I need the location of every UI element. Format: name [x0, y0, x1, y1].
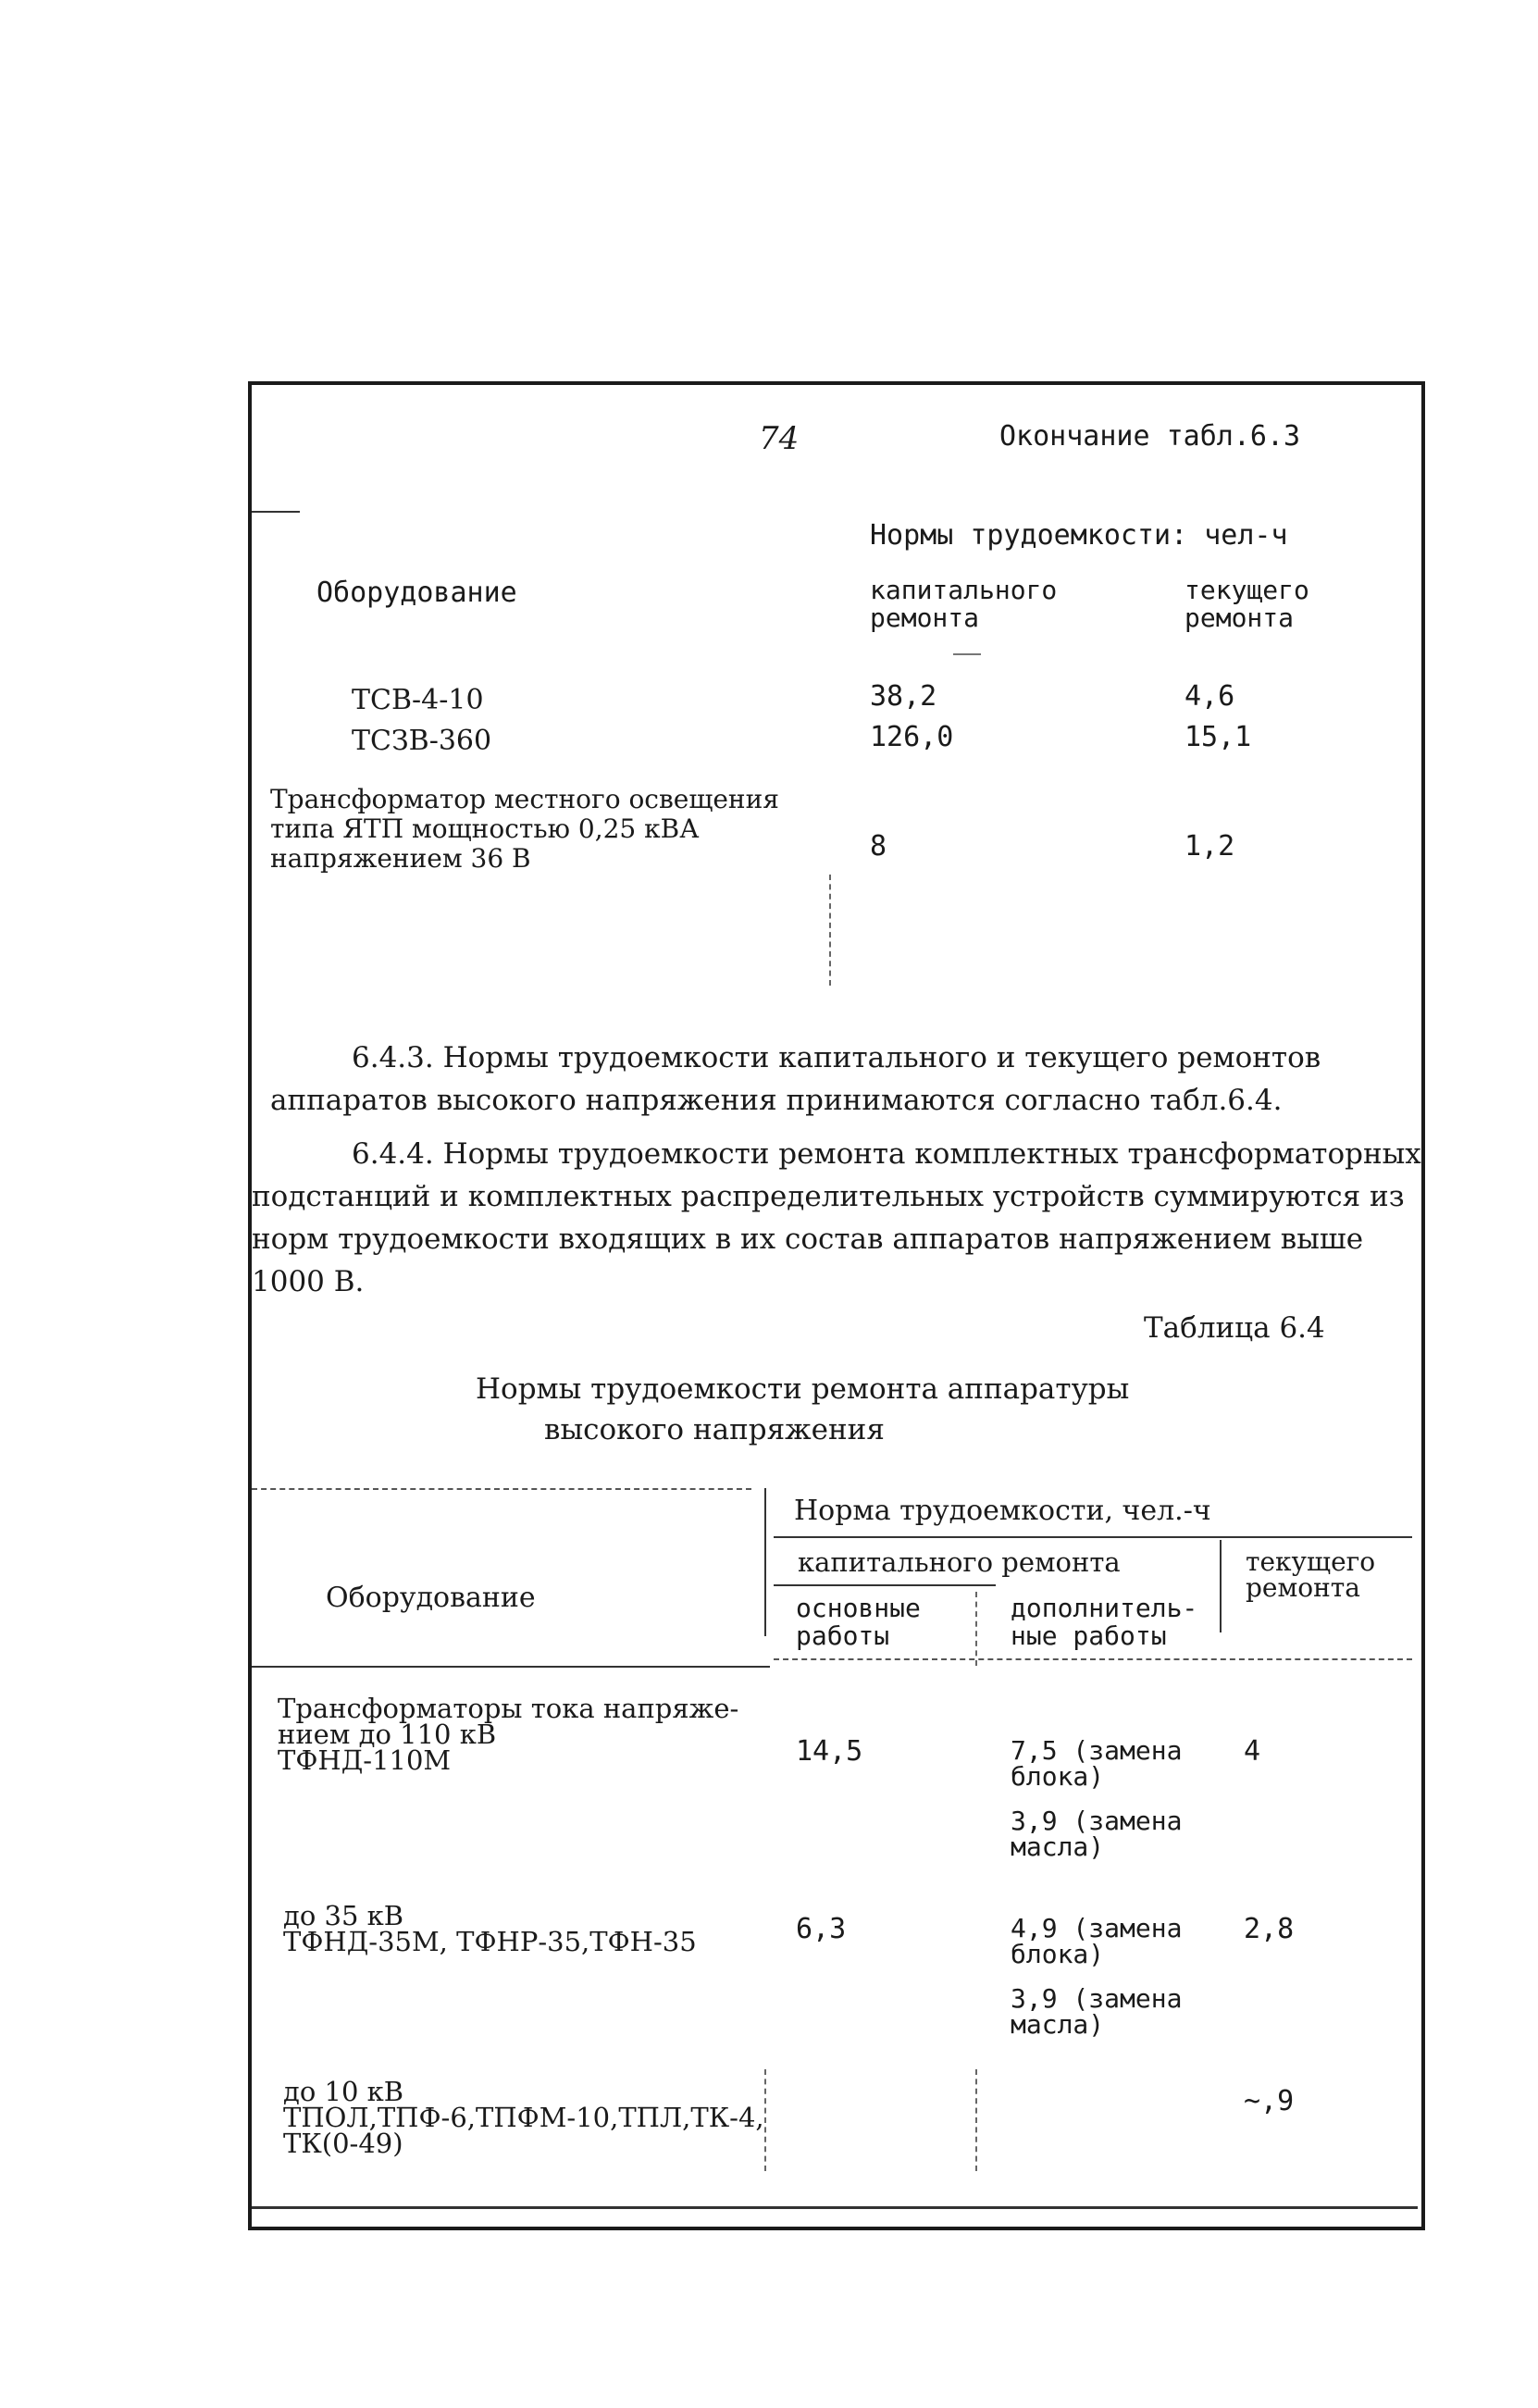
table64-top-rule: [252, 1488, 751, 1490]
table64-row-name-line: Трансформаторы тока напряже-: [278, 1693, 739, 1724]
table63-row-name: ТСВ-4-10: [352, 684, 484, 716]
table64-row-additional-line: масла): [1011, 2009, 1105, 2040]
table64-header-capital: капитального ремонта: [798, 1546, 1121, 1578]
continuation-title: Окончание табл.6.3: [999, 420, 1301, 453]
table63-header-rule: [953, 653, 981, 655]
table63-row-current: 15,1: [1185, 721, 1252, 753]
table64-equipment-divider: [764, 1488, 766, 1636]
table64-title-line: Нормы трудоемкости ремонта аппаратуры: [476, 1372, 1130, 1406]
table64-header-current-2: ремонта: [1246, 1572, 1360, 1603]
table63-row-current: 1,2: [1185, 830, 1235, 863]
table63-row-capital: 8: [870, 830, 887, 863]
table64-row-additional-line: 7,5 (замена: [1011, 1735, 1183, 1766]
table64-row-name-line: до 10 кВ: [283, 2076, 404, 2107]
table63-row-name-line: типа ЯТП мощностью 0,25 кВА: [270, 813, 700, 844]
table64-row-additional-line: масла): [1011, 1831, 1105, 1862]
table64-header-equipment: Оборудование: [326, 1582, 536, 1614]
table64-row-current: 2,8: [1244, 1913, 1295, 1945]
table63-row-capital: 38,2: [870, 680, 937, 713]
paragraph-644-line: норм трудоемкости входящих в их состав аппаратов напряжением выше: [252, 1223, 1364, 1256]
table64-row-name-line: нием до 110 кВ: [278, 1719, 497, 1750]
table64-title-line: высокого напряжения: [544, 1413, 885, 1446]
table64-column-rule: [975, 2069, 977, 2171]
table63-row-name-line: напряжением 36 В: [270, 843, 531, 874]
table64-row-additional-line: 4,9 (замена: [1011, 1913, 1183, 1943]
table63-column-rule: [829, 875, 831, 986]
paragraph-644-line: 6.4.4. Нормы трудоемкости ремонта комплектных трансформаторных: [352, 1137, 1421, 1171]
paragraph-644-line: 1000 В.: [252, 1265, 365, 1298]
table63-row-current: 4,6: [1185, 680, 1235, 713]
table64-header-basic-1: основные: [796, 1593, 921, 1623]
table64-header-bottom-rule: [252, 1666, 770, 1668]
table64-header-basic-2: работы: [796, 1620, 890, 1651]
table64-row-current: 4: [1244, 1735, 1261, 1768]
table64-current-divider: [1220, 1540, 1222, 1632]
table63-row-name-line: Трансформатор местного освещения: [270, 784, 779, 814]
paragraph-643-line: аппаратов высокого напряжения принимаются согласно табл.6.4.: [270, 1084, 1283, 1117]
table64-column-rule: [764, 2069, 766, 2171]
table64-header-current-1: текущего: [1246, 1546, 1376, 1577]
table64-row-name-line: ТК(0-49): [283, 2128, 403, 2159]
table64-row-basic: 6,3: [796, 1913, 847, 1945]
table64-capital-rule: [774, 1584, 996, 1586]
table63-norms-header: Нормы трудоемкости: чел-ч: [870, 519, 1288, 552]
table64-header-additional-2: ные работы: [1011, 1620, 1167, 1651]
table64-label: Таблица 6.4: [1144, 1311, 1325, 1345]
paragraph-643-line: 6.4.3. Нормы трудоемкости капитального и текущего ремонтов: [352, 1041, 1321, 1074]
table64-row-additional-line: блока): [1011, 1939, 1105, 1969]
table64-row-name-line: ТПОЛ,ТПФ-6,ТПФМ-10,ТПЛ,ТК-4,: [283, 2102, 764, 2133]
table64-header-norm: Норма трудоемкости, чел.-ч: [794, 1495, 1211, 1527]
table64-row-additional-line: 3,9 (замена: [1011, 1806, 1183, 1836]
table63-col-capital-2: ремонта: [870, 602, 980, 633]
table63-col-current-1: текущего: [1185, 575, 1309, 605]
table64-row-current: ~,9: [1244, 2085, 1295, 2117]
table64-header-bottom-rule: [774, 1658, 1412, 1660]
page-number: 74: [759, 420, 800, 457]
table63-col-capital-1: капитального: [870, 575, 1058, 605]
table63-col-equipment: Оборудование: [316, 577, 517, 609]
table64-header-additional-1: дополнитель-: [1011, 1593, 1198, 1623]
table64-row-name-line: ТФНД-110М: [278, 1744, 452, 1776]
table63-col-current-2: ремонта: [1185, 602, 1295, 633]
table64-header-rule: [774, 1536, 1412, 1538]
table63-row-name: ТСЗВ-360: [352, 725, 492, 757]
table64-row-additional-line: 3,9 (замена: [1011, 1983, 1183, 2014]
paragraph-644-line: подстанций и комплектных распределительных устройств суммируются из: [252, 1180, 1405, 1213]
table64-basic-divider: [975, 1592, 977, 1666]
table64-row-additional-line: блока): [1011, 1761, 1105, 1792]
table64-row-basic: 14,5: [796, 1735, 863, 1768]
table64-row-name-line: ТФНД-35М, ТФНР-35,ТФН-35: [283, 1926, 697, 1957]
table63-row-capital: 126,0: [870, 721, 954, 753]
table64-bottom-rule: [252, 2206, 1418, 2209]
table63-left-tick: [252, 511, 300, 513]
table64-row-name-line: до 35 кВ: [283, 1900, 404, 1931]
